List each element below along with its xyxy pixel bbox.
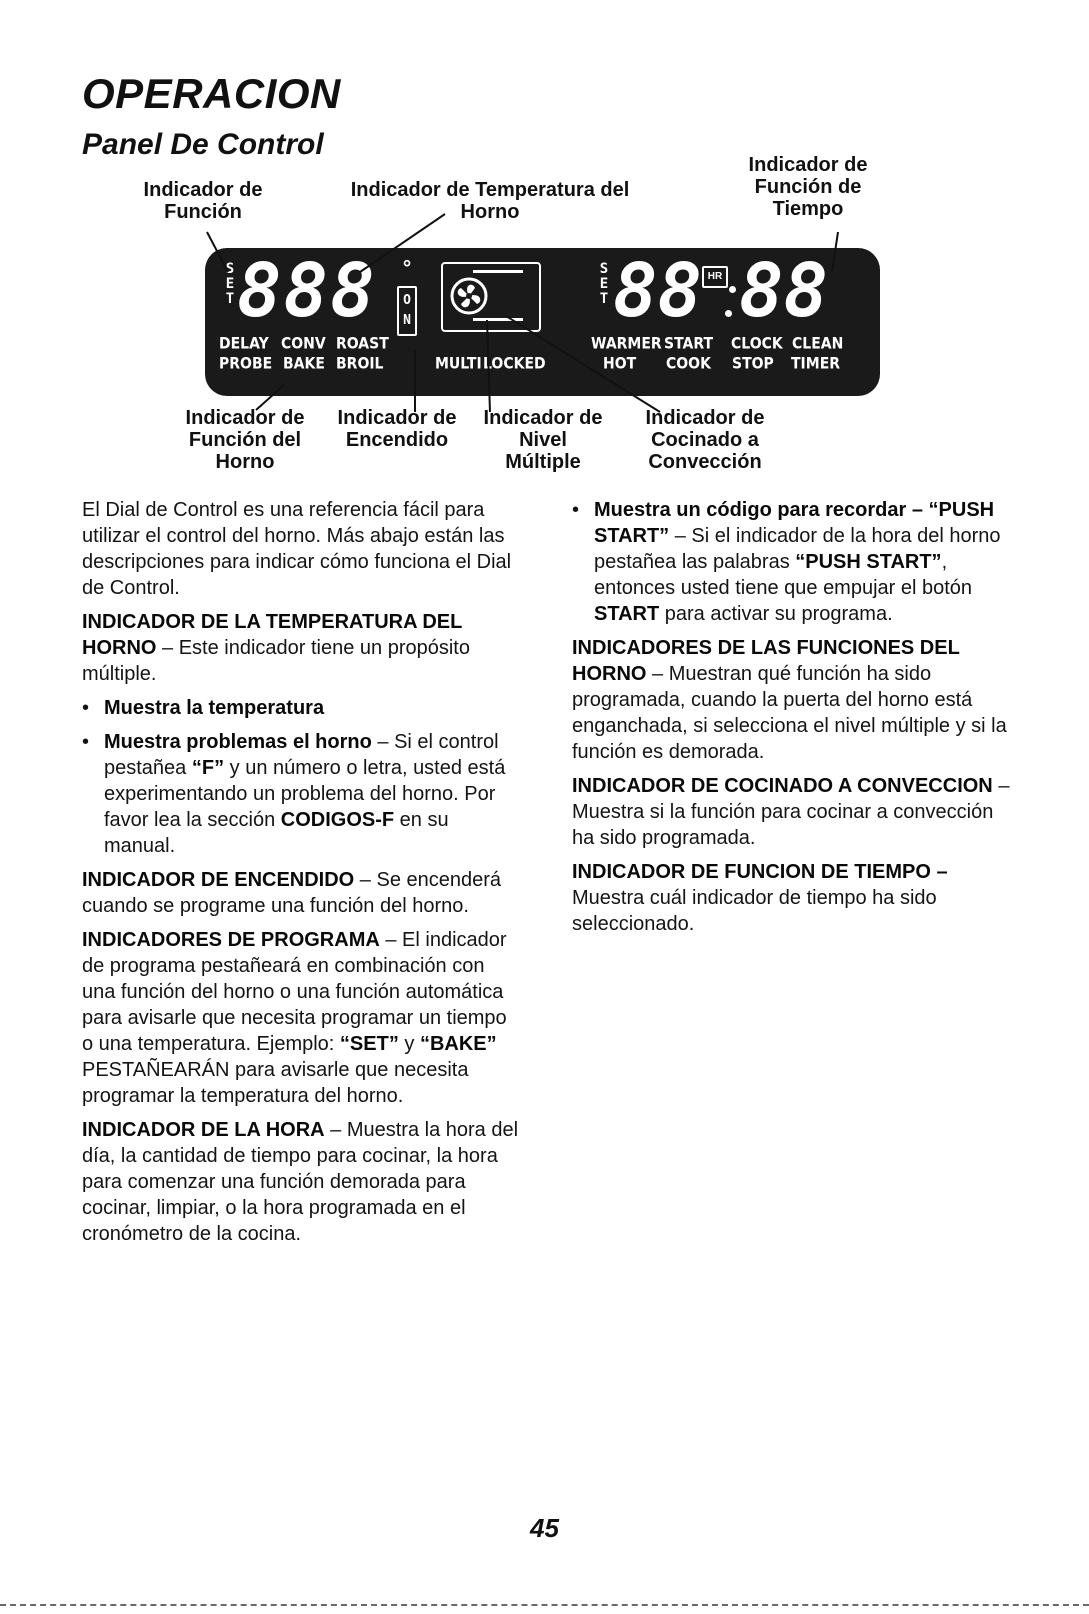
oven-functions-section: INDICADORES DE LAS FUNCIONES DEL HORNO – Muestran qué función ha sido programada, cuando la puerta del horno está enganchada, si selecciona el nivel múltiple y si la función es demorada. [572, 637, 1007, 763]
panel-label-bake: BAKE [283, 354, 325, 374]
program-indicators-section: INDICADORES DE PROGRAMA – El indicador de programa pestañeará en combinación con una función del horno o una función automática para avisarle que necesita programar un tiempo o una temperatura. Ejemplo: “SET” y “BAKE” PESTAÑEARÁN para avisarle que necesita programar la temperatura del horno. [82, 929, 507, 1107]
panel-label-broil: BROIL [336, 354, 384, 374]
set-indicator-left: S E T [225, 261, 235, 307]
panel-label-locked: LOCKED [483, 354, 546, 374]
degree-symbol: ° [401, 256, 414, 280]
convection-fan-icon [449, 276, 489, 316]
page-number: 45 [530, 1513, 559, 1543]
bullet-reminder-code: • Muestra un código para recordar – “PUSH START” – Si el indicador de la hora del horno pestañea las palabras “PUSH START”, entonces usted tiene que empujar el botón START para activar su programa. [572, 499, 1001, 625]
label-on-indicator: Indicador de Encendido [337, 407, 457, 451]
label-convection-indicator: Indicador de Cocinado a Convección [645, 407, 765, 473]
label-time-function-indicator: Indicador de Función de Tiempo [748, 154, 868, 220]
on-indicator-section: INDICADOR DE ENCENDIDO – Se encenderá cuando se programe una función del horno. [82, 869, 502, 917]
on-indicator: O N [397, 286, 417, 336]
label-oven-temp-indicator: Indicador de Temperatura del Horno [350, 179, 630, 223]
panel-label-clean: CLEAN [792, 334, 844, 354]
left-column [82, 497, 522, 1255]
oven-temp-section: INDICADOR DE LA TEMPERATURA DEL HORNO – Este indicador tiene un propósito múltiple. [82, 611, 470, 685]
label-oven-function-indicator: Indicador de Función del Horno [185, 407, 305, 473]
control-panel-display [205, 248, 880, 396]
time-indicator-section: INDICADOR DE LA HORA – Muestra la hora del día, la cantidad de tiempo para cocinar, la hora para comenzar una función demorada para cocinar, limpiar, o la hora programada en el cronómetro de la cocina. [82, 1119, 519, 1245]
panel-label-start: START [664, 334, 714, 354]
convection-section: INDICADOR DE COCINADO A CONVECCION – Muestra si la función para cocinar a convección ha sido programada. [572, 775, 1010, 849]
panel-label-stop: STOP [732, 354, 774, 374]
panel-label-probe: PROBE [219, 354, 273, 374]
panel-label-roast: ROAST [336, 334, 389, 354]
intro-paragraph: El Dial de Control es una referencia fácil para utilizar el control del horno. Más abajo están las descripciones para indicar cómo funciona el Dial de Control. [82, 499, 512, 599]
panel-label-timer: TIMER [791, 354, 841, 374]
bullet-show-temperature: • Muestra la temperatura [82, 697, 325, 719]
right-column [572, 497, 1012, 945]
panel-label-clock: CLOCK [731, 334, 783, 354]
panel-label-multi: MULTI [435, 354, 482, 374]
clock-digits-hours: 88 [613, 248, 703, 334]
time-function-section: INDICADOR DE FUNCION DE TIEMPO – Muestra cuál indicador de tiempo ha sido seleccionado. [572, 861, 948, 935]
panel-label-delay: DELAY [219, 334, 269, 354]
set-indicator-right: S E T [599, 261, 609, 307]
clock-colon-top [729, 286, 736, 293]
bullet-show-problems: • Muestra problemas el horno – Si el control pestañea “F” y un número o letra, usted está experimentando un problema del horno. Por favor lea la sección CODIGOS-F en su manual. [82, 731, 506, 857]
label-function-indicator: Indicador de Función [143, 179, 263, 223]
panel-label-conv: CONV [281, 334, 326, 354]
clock-colon-bottom [725, 310, 732, 317]
panel-label-cook: COOK [666, 354, 711, 374]
convection-fan-box [441, 262, 541, 332]
page-bottom-rule [0, 1604, 1089, 1606]
panel-label-warmer: WARMER [591, 334, 662, 354]
panel-label-hot: HOT [603, 354, 637, 374]
oven-temp-digits: 888 [237, 248, 377, 334]
label-multilevel-indicator: Indicador de Nivel Múltiple [483, 407, 603, 473]
hr-indicator: HR [702, 266, 728, 288]
page-title: OPERACION [82, 70, 341, 117]
clock-digits-minutes: 88 [739, 248, 829, 334]
section-title: Panel De Control [82, 128, 324, 161]
